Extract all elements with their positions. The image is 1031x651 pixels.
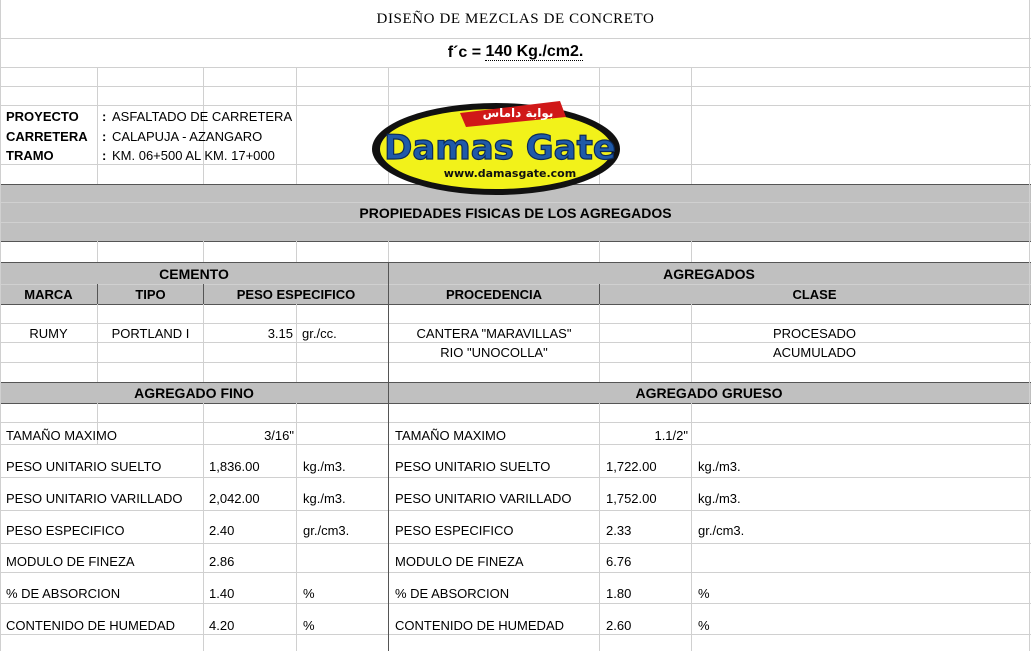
procedencia-1: CANTERA "MARAVILLAS" <box>416 325 572 341</box>
grueso-row-value: 2.33 <box>606 522 632 538</box>
fino-row-unit: % <box>303 617 315 633</box>
fc-strength <box>0 38 1031 67</box>
col-procedencia: PROCEDENCIA <box>445 287 543 302</box>
fino-row-label: % DE ABSORCION <box>6 585 121 601</box>
grueso-tamano-label: TAMAÑO MAXIMO <box>395 427 506 443</box>
fino-row-value: 2.40 <box>209 522 235 538</box>
fino-tamano-label: TAMAÑO MAXIMO <box>6 427 117 443</box>
fino-row-label: CONTENIDO DE HUMEDAD <box>6 617 176 633</box>
fino-row-label: PESO ESPECIFICO <box>6 522 125 538</box>
grueso-row-unit: % <box>698 617 710 633</box>
fc-value: 140 Kg./cm2. <box>485 43 584 60</box>
procedencia-2: RIO "UNOCOLLA" <box>440 345 548 360</box>
fino-row-value: 2,042.00 <box>209 490 260 506</box>
grueso-row-label: % DE ABSORCION <box>395 585 510 601</box>
col-peso-especifico: PESO ESPECIFICO <box>236 287 356 302</box>
grueso-row-value: 1.80 <box>606 585 632 601</box>
col-marca: MARCA <box>24 287 73 302</box>
fino-row-value: 2.86 <box>209 553 235 569</box>
cemento-unit: gr./cc. <box>302 325 337 341</box>
damas-gate-logo <box>370 95 622 197</box>
logo-brand-text: Damas Gate <box>384 128 616 168</box>
tramo-value: KM. 06+500 AL KM. 17+000 <box>112 147 275 163</box>
grueso-row-label: PESO UNITARIO VARILLADO <box>395 490 572 506</box>
cemento-header: CEMENTO <box>159 265 229 282</box>
grueso-row-unit: % <box>698 585 710 601</box>
cemento-peso: 3.15 <box>267 325 293 341</box>
grueso-row-value: 1,722.00 <box>606 458 657 474</box>
grueso-row-label: CONTENIDO DE HUMEDAD <box>395 617 565 633</box>
clase-1: PROCESADO <box>772 325 857 341</box>
cemento-marca: RUMY <box>29 325 68 341</box>
grueso-row-value: 1,752.00 <box>606 490 657 506</box>
grueso-row-unit: kg./m3. <box>698 490 741 506</box>
fino-row-unit: gr./cm3. <box>303 522 350 538</box>
fc-label: f´c = <box>447 43 486 61</box>
fino-row-unit: kg./m3. <box>303 490 346 506</box>
project-label: PROYECTO <box>6 108 79 124</box>
col-tipo: TIPO <box>135 287 166 302</box>
carretera-sep: : <box>102 128 107 144</box>
sheet-title: DISEÑO DE MEZCLAS DE CONCRETO <box>376 10 655 27</box>
agregado-fino-header: AGREGADO FINO <box>134 385 254 401</box>
tramo-sep: : <box>102 147 107 163</box>
fino-row-label: MODULO DE FINEZA <box>6 553 135 569</box>
fino-row-value: 1,836.00 <box>209 458 260 474</box>
agregados-header: AGREGADOS <box>663 265 755 282</box>
grueso-row-unit: gr./cm3. <box>698 522 745 538</box>
grueso-row-value: 2.60 <box>606 617 632 633</box>
grueso-row-value: 6.76 <box>606 553 632 569</box>
fino-row-value: 4.20 <box>209 617 235 633</box>
grueso-row-label: MODULO DE FINEZA <box>395 553 524 569</box>
grueso-row-label: PESO UNITARIO SUELTO <box>395 458 551 474</box>
fino-tamano-value: 3/16" <box>264 427 294 443</box>
logo-url-text: www.damasgate.com <box>443 167 577 180</box>
carretera-label: CARRETERA <box>6 128 88 144</box>
section-title: PROPIEDADES FISICAS DE LOS AGREGADOS <box>359 204 672 221</box>
fino-row-unit: % <box>303 585 315 601</box>
project-value: ASFALTADO DE CARRETERA <box>112 108 293 124</box>
project-sep: : <box>102 108 107 124</box>
fino-row-unit: kg./m3. <box>303 458 346 474</box>
fino-row-label: PESO UNITARIO VARILLADO <box>6 490 183 506</box>
agregado-grueso-header: AGREGADO GRUESO <box>635 385 783 401</box>
clase-2: ACUMULADO <box>772 345 857 360</box>
col-clase: CLASE <box>792 287 837 302</box>
fino-row-value: 1.40 <box>209 585 235 601</box>
grueso-row-unit: kg./m3. <box>698 458 741 474</box>
carretera-value: CALAPUJA - AZANGARO <box>112 128 263 144</box>
fino-row-label: PESO UNITARIO SUELTO <box>6 458 162 474</box>
grueso-tamano-value: 1.1/2" <box>654 427 688 443</box>
logo-arabic-text: بوابة داماس <box>482 106 554 120</box>
grueso-row-label: PESO ESPECIFICO <box>395 522 514 538</box>
cemento-tipo: PORTLAND I <box>111 325 190 341</box>
tramo-label: TRAMO <box>6 147 54 163</box>
